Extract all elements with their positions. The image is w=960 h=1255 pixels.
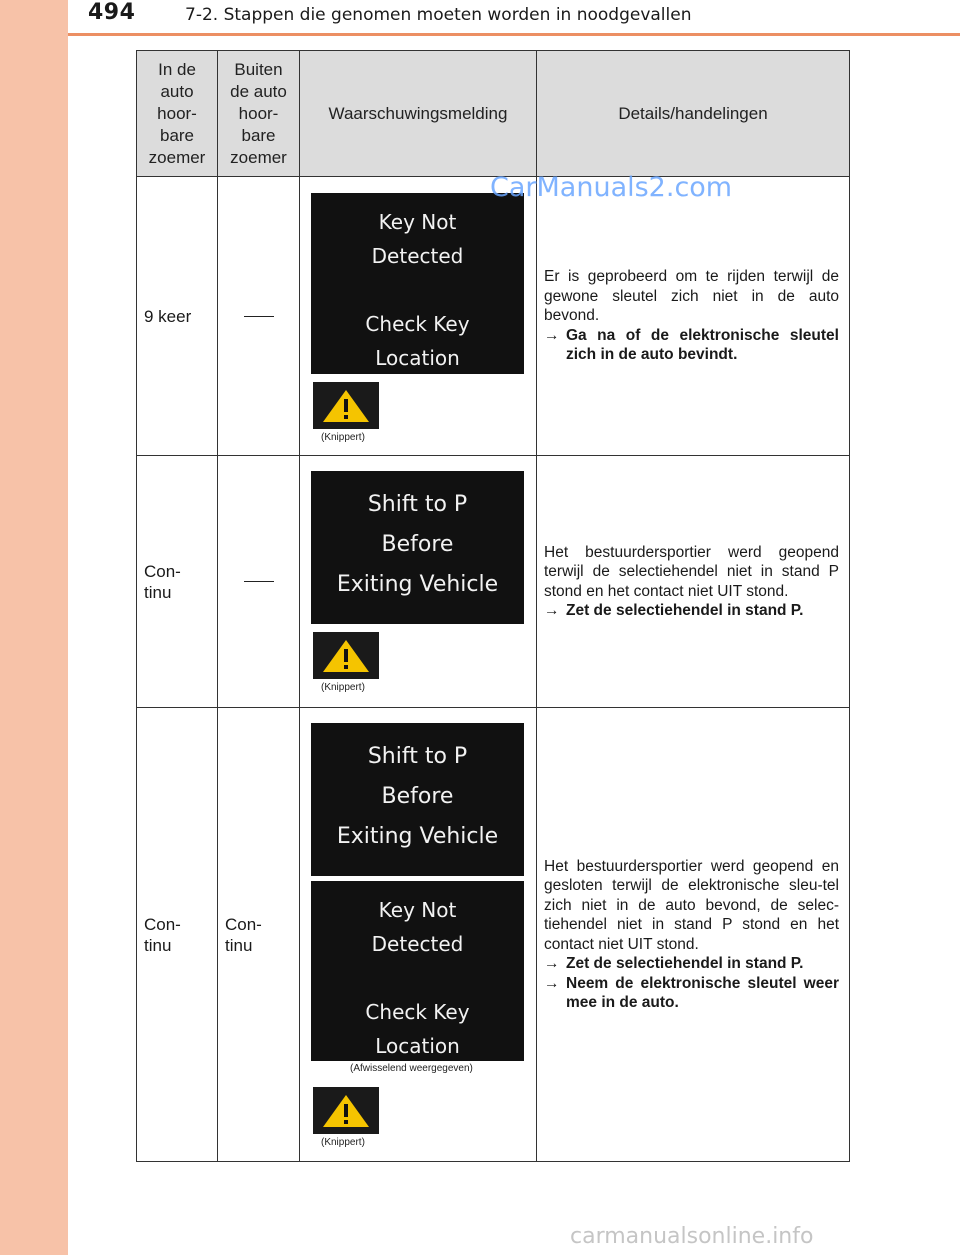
details-text: Het bestuurdersportier werd geopend en gesloten terwijl de elektronische sleu-tel zich niet in de auto bevond, de selec-tiehendel niet in stand P stond en het contact niet UIT stond. <box>544 857 839 953</box>
caption-alternating: (Afwisselend weergegeven) <box>350 1063 473 1074</box>
outside-buzzer-cell <box>218 456 300 708</box>
header-rule <box>68 33 960 36</box>
watermark-carmanualsonline: carmanualsonline.info <box>570 1224 814 1249</box>
warning-triangle-icon <box>321 388 371 424</box>
inside-buzzer-value: 9 keer <box>144 306 192 326</box>
header-details: Details/handelingen <box>537 51 850 177</box>
message-cell <box>300 708 537 1162</box>
action-item: → Zet de selectiehendel in stand P. <box>544 955 804 972</box>
outside-buzzer-cell <box>218 177 300 456</box>
action-item: → Zet de selectiehendel in stand P. <box>544 602 804 619</box>
warning-triangle-icon <box>321 1093 371 1129</box>
action-item: → Ga na of de elektronische sleutel zich in de auto bevindt. <box>544 326 839 364</box>
warning-triangle-icon <box>321 638 371 674</box>
header-outside-buzzer: Buiten de auto hoor- bare zoemer <box>218 51 300 177</box>
table-row <box>137 708 850 1162</box>
outside-buzzer-value: Con- tinu <box>225 914 262 955</box>
details-cell <box>537 177 850 456</box>
outside-buzzer-cell <box>218 708 300 1162</box>
arrow-right-icon: → <box>544 326 560 344</box>
action-item: → Neem de elektronische sleutel weer mee in de auto. <box>544 974 839 1011</box>
warning-light <box>313 1087 379 1134</box>
display-shift-to-p: Shift to P Before Exiting Vehicle <box>311 723 524 876</box>
table-header-row <box>137 51 850 177</box>
dash <box>244 316 274 317</box>
details-text: Het bestuurdersportier werd geopend terwijl de selectiehendel niet in stand P stond en het contact niet UIT stond. <box>544 543 839 600</box>
inside-buzzer-cell <box>137 177 218 456</box>
header-message: Waarschuwingsmelding <box>300 51 537 177</box>
display-key-not-detected: Key Not Detected Check Key Location <box>311 881 524 1061</box>
side-strip <box>0 0 68 1255</box>
arrow-right-icon: → <box>544 955 560 972</box>
caption-flash: (Knippert) <box>321 432 365 443</box>
inside-buzzer-cell <box>137 456 218 708</box>
inside-buzzer-cell <box>137 708 218 1162</box>
table-row <box>137 177 850 456</box>
details-cell <box>537 456 850 708</box>
watermark-carmanuals2: CarManuals2.com <box>490 172 733 203</box>
table-row <box>137 456 850 708</box>
warning-table <box>136 50 850 1162</box>
dash <box>244 581 274 582</box>
inside-buzzer-value: Con- tinu <box>144 914 181 955</box>
display-shift-to-p: Shift to P Before Exiting Vehicle <box>311 471 524 624</box>
arrow-right-icon: → <box>544 974 560 992</box>
details-text: Er is geprobeerd om te rijden terwijl de gewone sleutel zich niet in de auto bevond. <box>544 268 839 325</box>
inside-buzzer-value: Con- tinu <box>144 561 181 602</box>
header-inside-buzzer: In de auto hoor- bare zoemer <box>137 51 218 177</box>
message-cell <box>300 456 537 708</box>
details-cell <box>537 708 850 1162</box>
warning-light <box>313 382 379 429</box>
section-title: 7-2. Stappen die genomen moeten worden in noodgevallen <box>185 5 692 25</box>
arrow-right-icon: → <box>544 602 560 619</box>
page-number: 494 <box>88 0 136 25</box>
caption-flash: (Knippert) <box>321 682 365 693</box>
caption-flash: (Knippert) <box>321 1137 365 1148</box>
display-key-not-detected: Key Not Detected Check Key Location <box>311 193 524 374</box>
warning-light <box>313 632 379 679</box>
message-cell <box>300 177 537 456</box>
